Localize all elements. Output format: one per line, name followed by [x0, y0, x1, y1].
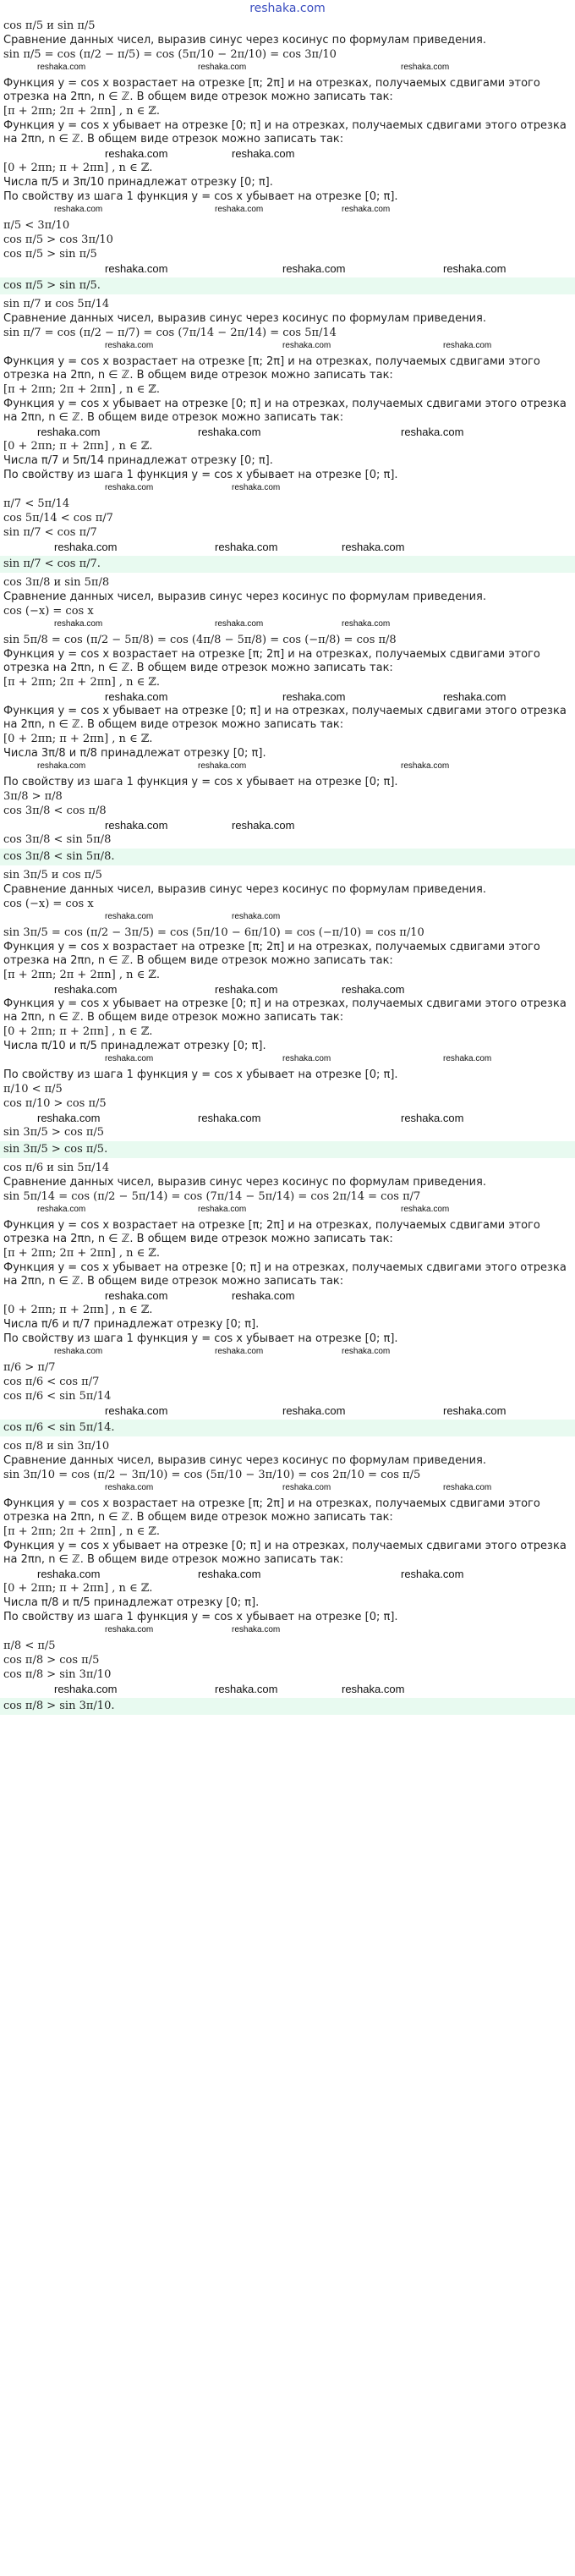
watermark-text: reshaka.com	[198, 761, 247, 771]
result-highlight: cos 3π/8 < sin 5π/8.	[0, 849, 575, 865]
math-line: [π + 2πn; 2π + 2πn] , n ∈ ℤ.	[3, 969, 160, 981]
math-line: cos π/5 > sin π/5	[3, 248, 97, 261]
watermark-text: reshaka.com	[342, 205, 391, 214]
watermark-text: reshaka.com	[105, 147, 168, 160]
watermark-text: reshaka.com	[342, 1347, 391, 1356]
watermark-text: reshaka.com	[105, 341, 154, 350]
explanation-text: Сравнение данных чисел, выразив синус через косинус по формулам приведения.	[3, 883, 487, 896]
explanation-text: Числа 3π/8 и π/8 принадлежат отрезку [0; π].	[3, 747, 266, 760]
result-highlight: sin π/7 < cos π/7.	[0, 556, 575, 573]
watermark-text: reshaka.com	[37, 1568, 101, 1580]
explanation-text: Функция y = cos x убывает на отрезке [0; π] и на отрезках, получаемых сдвигами этого отрезка на 2πn, n ∈ ℤ. В общем виде отрезок можно записать так:	[3, 997, 567, 1024]
site-header[interactable]	[0, 0, 575, 19]
watermark-text: reshaka.com	[401, 1568, 464, 1580]
watermark-text: reshaka.com	[215, 983, 278, 996]
watermark-text: reshaka.com	[401, 761, 450, 771]
math-line: cos 3π/8 < sin 5π/8	[3, 833, 112, 846]
watermark-text: reshaka.com	[232, 1625, 281, 1634]
math-line: π/6 > π/7	[3, 1361, 56, 1374]
watermark-text: reshaka.com	[443, 262, 507, 275]
watermark-row	[3, 819, 572, 832]
watermark-text: reshaka.com	[105, 262, 168, 275]
block-title: cos π/6 и sin 5π/14	[3, 1162, 110, 1174]
math-line: [π + 2πn; 2π + 2πn] , n ∈ ℤ.	[3, 105, 160, 118]
watermark-row	[3, 619, 572, 633]
math-line: sin 5π/14 = cos (π/2 − 5π/14) = cos (7π/14 − 5π/14) = cos 2π/14 = cos π/7	[3, 1190, 421, 1203]
solution-block	[3, 19, 572, 294]
math-line: π/7 < 5π/14	[3, 497, 70, 510]
explanation-text: По свойству из шага 1 функция y = cos x убывает на отрезке [0; π].	[3, 1332, 398, 1345]
watermark-text: reshaka.com	[443, 1483, 492, 1492]
watermark-text: reshaka.com	[232, 483, 281, 492]
math-line: [0 + 2πn; π + 2πn] , n ∈ ℤ.	[3, 1304, 153, 1316]
watermark-text: reshaka.com	[215, 619, 264, 629]
math-line: cos π/6 < cos π/7	[3, 1376, 100, 1388]
watermark-text: reshaka.com	[232, 1289, 295, 1302]
watermark-text: reshaka.com	[215, 1683, 278, 1695]
watermark-text: reshaka.com	[105, 819, 168, 832]
result-highlight: cos π/8 > sin 3π/10.	[0, 1698, 575, 1715]
watermark-text: reshaka.com	[37, 63, 86, 72]
watermark-row	[3, 1625, 572, 1639]
watermark-row	[3, 205, 572, 218]
explanation-text: Функция y = cos x возрастает на отрезке [π; 2π] и на отрезках, получаемых сдвигами этого отрезка на 2πn, n ∈ ℤ. В общем виде отрезок можно записать так:	[3, 941, 540, 967]
math-line: cos π/8 > sin 3π/10	[3, 1668, 112, 1681]
watermark-text: reshaka.com	[198, 1568, 261, 1580]
explanation-text: Числа π/7 и 5π/14 принадлежат отрезку [0; π].	[3, 454, 273, 467]
explanation-text: По свойству из шага 1 функция y = cos x убывает на отрезке [0; π].	[3, 190, 398, 203]
math-line: cos π/5 > cos 3π/10	[3, 233, 113, 246]
math-line: cos π/8 > cos π/5	[3, 1654, 100, 1667]
watermark-row	[3, 1347, 572, 1360]
explanation-text: Сравнение данных чисел, выразив синус через косинус по формулам приведения.	[3, 312, 487, 325]
math-line: [0 + 2πn; π + 2πn] , n ∈ ℤ.	[3, 733, 153, 745]
explanation-text: Функция y = cos x убывает на отрезке [0; π] и на отрезках, получаемых сдвигами этого отрезка на 2πn, n ∈ ℤ. В общем виде отрезок можно записать так:	[3, 705, 567, 731]
watermark-text: reshaka.com	[342, 983, 405, 996]
watermark-text: reshaka.com	[37, 426, 101, 438]
explanation-text: Функция y = cos x возрастает на отрезке [π; 2π] и на отрезках, получаемых сдвигами этого отрезка на 2πn, n ∈ ℤ. В общем виде отрезок можно записать так:	[3, 77, 540, 103]
block-title: cos 3π/8 и sin 5π/8	[3, 576, 110, 589]
watermark-text: reshaka.com	[443, 1404, 507, 1417]
math-line: [0 + 2πn; π + 2πn] , n ∈ ℤ.	[3, 162, 153, 174]
math-line: cos (−x) = cos x	[3, 605, 94, 618]
solution-content	[0, 19, 575, 1715]
watermark-text: reshaka.com	[105, 1054, 154, 1063]
explanation-text: Сравнение данных чисел, выразив синус через косинус по формулам приведения.	[3, 1454, 487, 1467]
watermark-text: reshaka.com	[105, 1483, 154, 1492]
explanation-text: Функция y = cos x возрастает на отрезке [π; 2π] и на отрезках, получаемых сдвигами этого отрезка на 2πn, n ∈ ℤ. В общем виде отрезок можно записать так:	[3, 1497, 540, 1524]
block-title: sin 3π/5 и cos π/5	[3, 869, 102, 882]
math-line: sin π/5 = cos (π/2 − π/5) = cos (5π/10 − 2π/10) = cos 3π/10	[3, 48, 337, 61]
watermark-text: reshaka.com	[105, 483, 154, 492]
explanation-text: Функция y = cos x убывает на отрезке [0; π] и на отрезках, получаемых сдвигами этого отрезка на 2πn, n ∈ ℤ. В общем виде отрезок можно записать так:	[3, 398, 567, 424]
solution-block	[3, 1440, 572, 1715]
watermark-text: reshaka.com	[54, 1347, 103, 1356]
watermark-row	[3, 1054, 572, 1068]
explanation-text: Числа π/10 и π/5 принадлежат отрезку [0; π].	[3, 1040, 266, 1052]
watermark-text: reshaka.com	[232, 147, 295, 160]
watermark-text: reshaka.com	[105, 912, 154, 921]
watermark-row	[3, 63, 572, 76]
watermark-text: reshaka.com	[215, 205, 264, 214]
site-header-link[interactable]: reshaka.com	[249, 2, 326, 15]
math-line: π/8 < π/5	[3, 1640, 56, 1652]
math-line: sin 5π/8 = cos (π/2 − 5π/8) = cos (4π/8 − 5π/8) = cos (−π/8) = cos π/8	[3, 634, 397, 646]
watermark-row	[3, 1483, 572, 1497]
watermark-text: reshaka.com	[198, 63, 247, 72]
watermark-text: reshaka.com	[198, 1205, 247, 1214]
math-line: cos 5π/14 < cos π/7	[3, 512, 113, 525]
math-line: cos π/10 > cos π/5	[3, 1097, 107, 1110]
math-line: sin π/7 = cos (π/2 − π/7) = cos (7π/14 − 2π/14) = cos 5π/14	[3, 327, 337, 339]
math-line: sin π/7 < cos π/7	[3, 526, 97, 539]
watermark-text: reshaka.com	[443, 690, 507, 703]
result-highlight: cos π/5 > sin π/5.	[0, 277, 575, 294]
watermark-text: reshaka.com	[105, 1289, 168, 1302]
watermark-text: reshaka.com	[401, 1112, 464, 1124]
watermark-row	[3, 541, 572, 554]
watermark-text: reshaka.com	[282, 1404, 346, 1417]
watermark-row	[3, 1289, 572, 1303]
watermark-row	[3, 912, 572, 925]
watermark-text: reshaka.com	[401, 1205, 450, 1214]
watermark-text: reshaka.com	[282, 341, 331, 350]
math-line: [0 + 2πn; π + 2πn] , n ∈ ℤ.	[3, 440, 153, 453]
watermark-row	[3, 147, 572, 161]
watermark-text: reshaka.com	[232, 819, 295, 832]
explanation-text: Функция y = cos x убывает на отрезке [0; π] и на отрезках, получаемых сдвигами этого отрезка на 2πn, n ∈ ℤ. В общем виде отрезок можно записать так:	[3, 1261, 567, 1288]
explanation-text: Функция y = cos x возрастает на отрезке [π; 2π] и на отрезках, получаемых сдвигами этого отрезка на 2πn, n ∈ ℤ. В общем виде отрезок можно записать так:	[3, 355, 540, 382]
watermark-text: reshaka.com	[54, 1683, 118, 1695]
watermark-text: reshaka.com	[54, 619, 103, 629]
block-title: cos π/8 и sin 3π/10	[3, 1440, 110, 1453]
watermark-text: reshaka.com	[37, 761, 86, 771]
watermark-text: reshaka.com	[401, 63, 450, 72]
math-line: sin 3π/5 = cos (π/2 − 3π/5) = cos (5π/10 − 6π/10) = cos (−π/10) = cos π/10	[3, 926, 424, 939]
explanation-text: Функция y = cos x возрастает на отрезке [π; 2π] и на отрезках, получаемых сдвигами этого отрезка на 2πn, n ∈ ℤ. В общем виде отрезок можно записать так:	[3, 648, 540, 674]
watermark-row	[3, 761, 572, 775]
watermark-row	[3, 983, 572, 997]
watermark-text: reshaka.com	[282, 690, 346, 703]
watermark-text: reshaka.com	[54, 541, 118, 553]
watermark-text: reshaka.com	[342, 1683, 405, 1695]
watermark-text: reshaka.com	[215, 541, 278, 553]
explanation-text: По свойству из шага 1 функция y = cos x убывает на отрезке [0; π].	[3, 1611, 398, 1623]
watermark-text: reshaka.com	[105, 1625, 154, 1634]
watermark-row	[3, 1404, 572, 1418]
watermark-row	[3, 1683, 572, 1696]
watermark-row	[3, 483, 572, 497]
solution-block	[3, 576, 572, 865]
explanation-text: Функция y = cos x убывает на отрезке [0; π] и на отрезках, получаемых сдвигами этого отрезка на 2πn, n ∈ ℤ. В общем виде отрезок можно записать так:	[3, 1540, 567, 1566]
watermark-text: reshaka.com	[282, 262, 346, 275]
solution-block	[3, 869, 572, 1158]
watermark-row	[3, 426, 572, 439]
math-line: [0 + 2πn; π + 2πn] , n ∈ ℤ.	[3, 1025, 153, 1038]
explanation-text: Сравнение данных чисел, выразив синус через косинус по формулам приведения.	[3, 590, 487, 603]
watermark-text: reshaka.com	[342, 541, 405, 553]
watermark-text: reshaka.com	[401, 426, 464, 438]
watermark-row	[3, 341, 572, 354]
explanation-text: По свойству из шага 1 функция y = cos x убывает на отрезке [0; π].	[3, 469, 398, 481]
watermark-text: reshaka.com	[198, 426, 261, 438]
math-line: [π + 2πn; 2π + 2πn] , n ∈ ℤ.	[3, 1525, 160, 1538]
watermark-row	[3, 262, 572, 276]
math-line: [π + 2πn; 2π + 2πn] , n ∈ ℤ.	[3, 676, 160, 689]
watermark-text: reshaka.com	[198, 1112, 261, 1124]
block-title: sin π/7 и cos 5π/14	[3, 298, 110, 310]
result-highlight: sin 3π/5 > cos π/5.	[0, 1141, 575, 1158]
solution-block	[3, 298, 572, 573]
math-line: π/5 < 3π/10	[3, 219, 70, 232]
watermark-row	[3, 1205, 572, 1218]
watermark-text: reshaka.com	[215, 1347, 264, 1356]
watermark-text: reshaka.com	[342, 619, 391, 629]
explanation-text: Сравнение данных чисел, выразив синус через косинус по формулам приведения.	[3, 34, 487, 47]
math-line: [0 + 2πn; π + 2πn] , n ∈ ℤ.	[3, 1582, 153, 1595]
watermark-text: reshaka.com	[443, 341, 492, 350]
math-line: cos 3π/8 < cos π/8	[3, 805, 107, 817]
watermark-row	[3, 690, 572, 704]
explanation-text: Сравнение данных чисел, выразив синус через косинус по формулам приведения.	[3, 1176, 487, 1189]
explanation-text: Функция y = cos x убывает на отрезке [0; π] и на отрезках, получаемых сдвигами этого отрезка на 2πn, n ∈ ℤ. В общем виде отрезок можно записать так:	[3, 119, 567, 146]
math-line: 3π/8 > π/8	[3, 790, 63, 803]
explanation-text: По свойству из шага 1 функция y = cos x убывает на отрезке [0; π].	[3, 776, 398, 788]
solution-block	[3, 1162, 572, 1436]
watermark-text: reshaka.com	[54, 205, 103, 214]
watermark-text: reshaka.com	[37, 1112, 101, 1124]
watermark-row	[3, 1568, 572, 1581]
watermark-text: reshaka.com	[282, 1054, 331, 1063]
watermark-text: reshaka.com	[282, 1483, 331, 1492]
math-line: [π + 2πn; 2π + 2πn] , n ∈ ℤ.	[3, 383, 160, 396]
explanation-text: По свойству из шага 1 функция y = cos x убывает на отрезке [0; π].	[3, 1068, 398, 1081]
result-highlight: cos π/6 < sin 5π/14.	[0, 1420, 575, 1436]
watermark-text: reshaka.com	[54, 983, 118, 996]
math-line: cos (−x) = cos x	[3, 898, 94, 910]
math-line: π/10 < π/5	[3, 1083, 63, 1096]
block-title: cos π/5 и sin π/5	[3, 19, 96, 32]
watermark-text: reshaka.com	[105, 690, 168, 703]
explanation-text: Числа π/6 и π/7 принадлежат отрезку [0; π].	[3, 1318, 260, 1331]
watermark-text: reshaka.com	[37, 1205, 86, 1214]
watermark-text: reshaka.com	[232, 912, 281, 921]
math-line: sin 3π/10 = cos (π/2 − 3π/10) = cos (5π/10 − 3π/10) = cos 2π/10 = cos π/5	[3, 1469, 421, 1481]
watermark-row	[3, 1112, 572, 1125]
explanation-text: Числа π/8 и π/5 принадлежат отрезку [0; π].	[3, 1596, 260, 1609]
math-line: cos π/6 < sin 5π/14	[3, 1390, 112, 1403]
watermark-text: reshaka.com	[443, 1054, 492, 1063]
math-line: sin 3π/5 > cos π/5	[3, 1126, 105, 1139]
explanation-text: Функция y = cos x возрастает на отрезке [π; 2π] и на отрезках, получаемых сдвигами этого отрезка на 2πn, n ∈ ℤ. В общем виде отрезок можно записать так:	[3, 1219, 540, 1245]
math-line: [π + 2πn; 2π + 2πn] , n ∈ ℤ.	[3, 1247, 160, 1260]
explanation-text: Числа π/5 и 3π/10 принадлежат отрезку [0; π].	[3, 176, 273, 189]
watermark-text: reshaka.com	[105, 1404, 168, 1417]
